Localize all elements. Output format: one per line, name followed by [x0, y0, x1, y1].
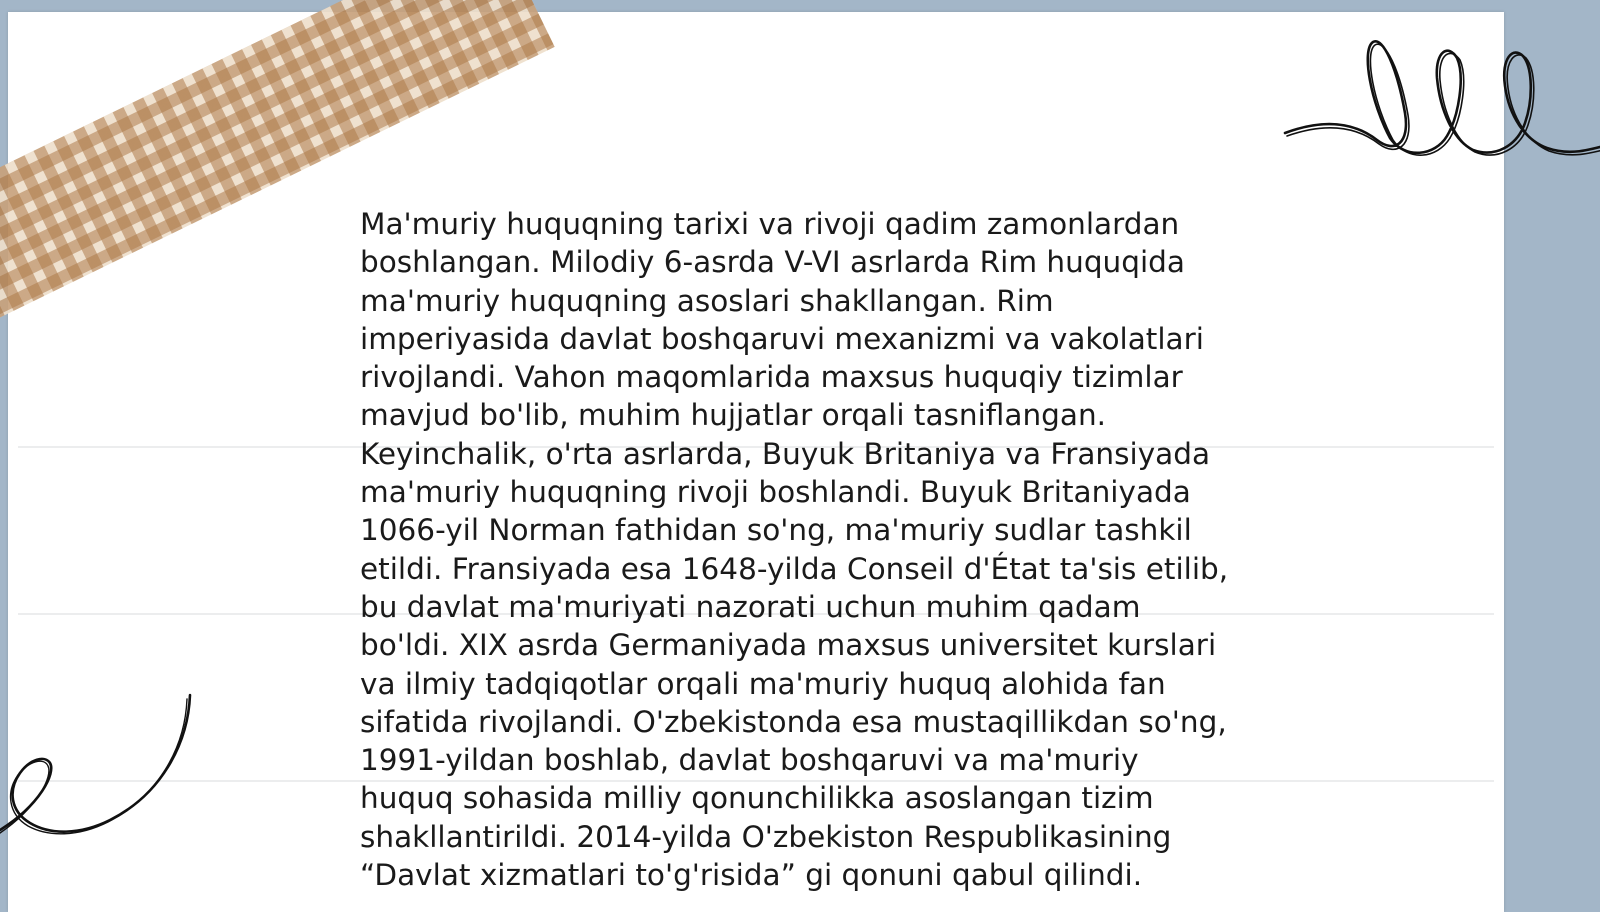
body-paragraph: Ma'muriy huquqning tarixi va rivoji qadim zamonlardan boshlangan. Milodiy 6-asrda V-VI asrlarda Rim huquqida ma'muriy huquqning asoslari shakllangan. Rim imperiyasida davlat boshqaruvi mexanizmi va vakolatlari rivojlandi. Vahon maqomlarida maxsus huquqiy tizimlar mavjud bo'lib, muhim hujjatlar orqali tasniflangan. Keyinchalik, o'rta asrlarda, Buyuk Britaniya va Fransiyada ma'muriy huquqning rivoji boshlandi. Buyuk Britaniyada 1066-yil Norman fathidan so'ng, ma'muriy sudlar tashkil etildi. Fransiyada esa 1648-yilda Conseil d'État ta'sis etilib, bu davlat ma'muriyati nazorati uchun muhim qadam bo'ldi. XIX asrda Germaniyada maxsus universitet kurslari va ilmiy tadqiqotlar orqali ma'muriy huquq alohida fan sifatida rivojlandi. O'zbekistonda esa mustaqillikdan so'ng, 1991-yildan boshlab, davlat boshqaruvi va ma'muriy huquq sohasida milliy qonunchilikka asoslangan tizim shakllantirildi. 2014-yilda O'zbekiston Respublikasining “Davlat xizmatlari to'g'risida” gi qonuni qabul qilindi. [360, 207, 1229, 893]
loop-doodle-icon [1285, 28, 1600, 168]
curl-doodle-icon [0, 695, 200, 845]
